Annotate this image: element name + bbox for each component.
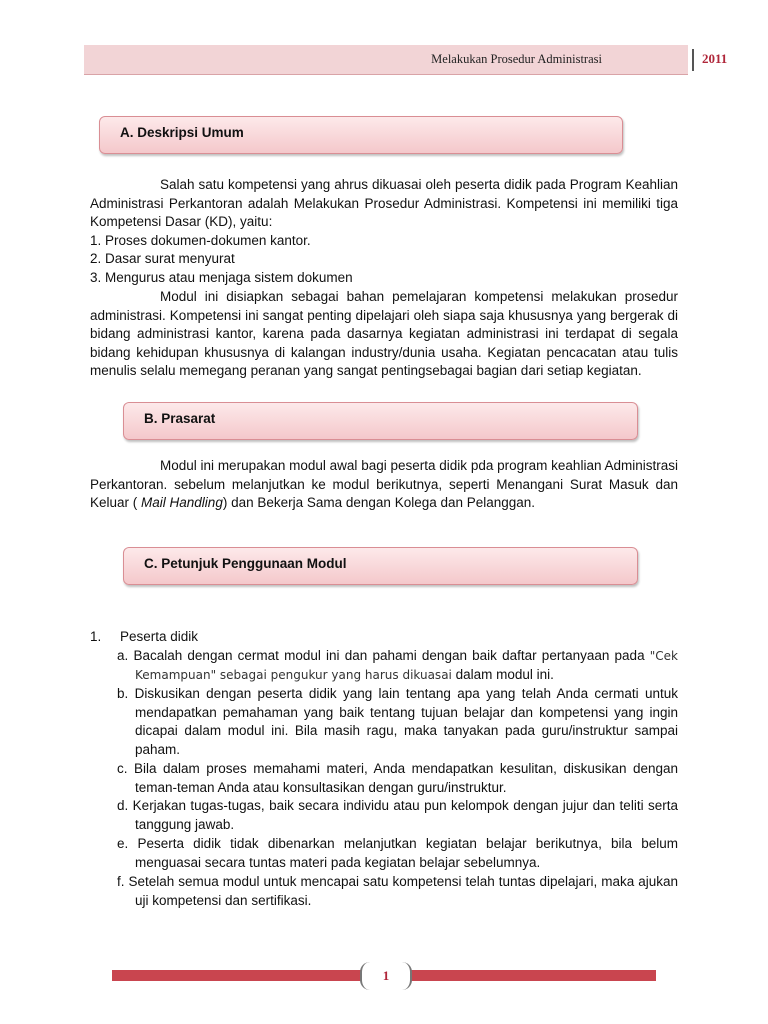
page-header — [84, 45, 728, 75]
section-a-intro: Salah satu kompetensi yang ahrus dikuasai oleh peserta didik pada Program Keahlian Administrasi Perkantoran adalah Melakukan Prosedur Administrasi. Kompetensi ini memiliki tiga Kompetensi Dasar (KD), yaitu: — [90, 177, 678, 230]
list-item-f: f. Setelah semua modul untuk mencapai satu kompetensi telah tuntas dipelajari, maka ajukan uji kompetensi dan sertifikasi. — [117, 874, 678, 908]
list-item-a-alt: "Cek Kemampuan" sebagai pengukur yang harus dikuasai — [135, 649, 678, 682]
footer-bar-left — [112, 970, 362, 981]
section-b-title: B. Prasarat — [144, 411, 216, 426]
list-item-a — [117, 647, 678, 684]
list-item-d: d. Kerjakan tugas-tugas, baik secara individu atau pun kelompok dengan jujur dan teliti serta tanggung jawab. — [117, 798, 678, 832]
header-title: Melakukan Prosedur Administrasi — [431, 52, 602, 66]
kd-item-1: 1. Proses dokumen-dokumen kantor. — [90, 233, 311, 248]
footer-bar-right — [406, 970, 656, 981]
section-a-title: A. Deskripsi Umum — [120, 125, 244, 140]
section-b-body-italic: Mail Handling — [141, 495, 223, 511]
section-b-box — [123, 402, 638, 440]
list-item-a-start: a. Bacalah dengan cermat modul ini dan pahami dengan baik daftar pertanyaan pada — [117, 648, 650, 663]
header-separator — [692, 49, 694, 71]
section-a-body: Modul ini disiapkan sebagai bahan pemelajaran kompetensi melakukan prosedur administrasi. Kompetensi ini sangat penting dipelajari oleh siapa saja khususnya yang bergerak di bidang administrasi kantor, karena pada dasarnya kegiatan administrasi ini terdapat di segala bidang kehidupan khususnya di kalangan industry/dunia usaha. Kegiatan pencacatan atau tulis menulis selalu memegang peranan yang sangat pentingsebagai bagian dari setiap kegiatan. — [90, 289, 678, 379]
section-c-box — [123, 547, 638, 585]
list-heading: 1. Peserta didik — [90, 629, 199, 644]
section-c-title: C. Petunjuk Penggunaan Modul — [144, 556, 347, 571]
header-year: 2011 — [702, 51, 728, 66]
page-number: 1 — [360, 962, 412, 990]
section-b-body-start: Modul ini merupakan modul awal bagi peserta didik pda program keahlian Administrasi Perkantoran. sebelum melanjutkan ke modul berikutnya, seperti Menangani Surat Masuk dan Keluar ( — [90, 458, 678, 511]
list-item-e: e. Peserta didik tidak dibenarkan melanjutkan kegiatan belajar berikutnya, bila belum menguasai secara tuntas materi pada kegiatan belajar sebelumnya. — [117, 836, 678, 870]
list-item-a-end: dalam modul ini. — [451, 666, 554, 682]
section-b-body — [90, 457, 678, 513]
kd-item-2: 2. Dasar surat menyurat — [90, 251, 235, 266]
list-item-c: c. Bila dalam proses memahami materi, Anda mendapatkan kesulitan, diskusikan dengan teman-teman Anda atau konsultasikan dengan guru/instruktur. — [117, 761, 678, 795]
section-b-body-end: ) dan Bekerja Sama dengan Kolega dan Pelanggan. — [222, 495, 536, 511]
list-item-b: b. Diskusikan dengan peserta didik yang lain tentang apa yang telah Anda cermati untuk mendapatkan pemahaman yang baik tentang tujuan belajar dan kompetensi yang ingin dicapai dalam modul ini. Bila masih ragu, maka tanyakan pada guru/instruktur sampai paham. — [117, 686, 678, 757]
kd-item-3: 3. Mengurus atau menjaga sistem dokumen — [90, 270, 353, 285]
section-a-box — [99, 116, 623, 154]
